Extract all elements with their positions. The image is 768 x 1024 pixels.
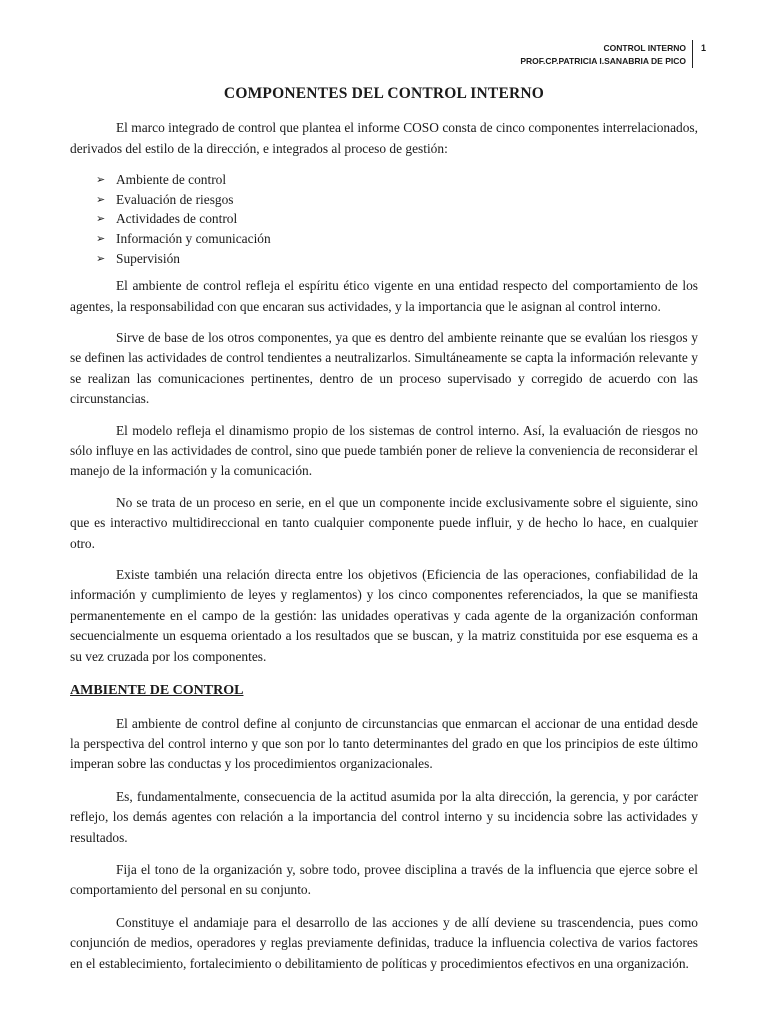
body-paragraph: Sirve de base de los otros componentes, ya que es dentro del ambiente reinante que se evalúan los riesgos y se definen las actividades de control tendientes a neutralizarlos. Simultáneamente se capta la información relevante y se realizan las comunicaciones pertinentes, dentro de un proceso supervisado y corregido de acuerdo con las circunstancias.	[70, 330, 698, 407]
list-item-label: Supervisión	[116, 250, 180, 266]
intro-paragraph: El marco integrado de control que plantea el informe COSO consta de cinco componentes interrelacionados, derivados del estilo de la dirección, e integrados al proceso de gestión:	[70, 120, 698, 156]
list-item-label: Actividades de control	[116, 211, 238, 227]
list-item-label: Información y comunicación	[116, 231, 271, 246]
list-item	[96, 209, 698, 229]
header-course-title: CONTROL INTERNO	[603, 43, 686, 53]
section-paragraph: Fija el tono de la organización y, sobre todo, provee disciplina a través de la influencia que ejerce sobre el comportamiento del personal en su conjunto.	[70, 861, 698, 898]
body-paragraph: No se trata de un proceso en serie, en el que un componente incide exclusivamente sobre el siguiente, sino que es interactivo multidireccional en tanto cualquier componente puede influir, y de hecho lo hace, en cualquier otro.	[70, 494, 698, 551]
list-item	[96, 249, 698, 269]
list-item	[96, 229, 698, 249]
page-header	[520, 42, 706, 68]
section-paragraph: El ambiente de control define al conjunto de circunstancias que enmarcan el accionar de una entidad desde la perspectiva del control interno y que son por lo tanto determinantes del grado en que los principios de este último imperan sobre las conductas y los procedimientos organizacionales.	[70, 715, 698, 772]
section-paragraph: Constituye el andamiaje para el desarrollo de las acciones y de allí deviene su trascendencia, pues como conjunción de medios, operadores y reglas previamente definidas, traduce la influencia colectiva de varios factores en el establecimiento, fortalecimiento o debilitamiento de políticas y procedimientos efectivos en una organización.	[70, 914, 698, 971]
body-paragraph: El modelo refleja el dinamismo propio de los sistemas de control interno. Así, la evaluación de riesgos no sólo influye en las actividades de control, sino que puede también poner de relieve la conveniencia de reconsiderar el manejo de la información y la comunicación.	[70, 422, 698, 479]
arrow-bullet-icon: ➢	[96, 251, 106, 265]
section-paragraph: Es, fundamentalmente, consecuencia de la actitud asumida por la alta dirección, la gerencia, y por carácter reflejo, los demás agentes con relación a la importancia del control interno y su incidencia sobre las actividades y resultados.	[70, 788, 698, 845]
body-paragraph: Existe también una relación directa entre los objetivos (Eficiencia de las operaciones, confiabilidad de la información y cumplimiento de leyes y reglamentos) y los cinco componentes referenciados, la que se manifiesta permanentemente en el campo de la gestión: las unidades operativas y cada agente de la organización conforman secuencialmente un esquema orientado a los resultados que se buscan, y la matriz constituida por ese esquema es a su vez cruzada por los componentes.	[70, 567, 698, 664]
list-item	[96, 190, 698, 210]
components-list	[70, 170, 698, 268]
arrow-bullet-icon: ➢	[96, 192, 106, 206]
list-item-label: Ambiente de control	[116, 172, 227, 188]
body-paragraph: El ambiente de control refleja el espíritu ético vigente en una entidad respecto del comportamiento de los agentes, la responsabilidad con que encaran sus actividades, y la importancia que le asignan al control interno.	[70, 278, 698, 314]
list-item	[96, 170, 698, 190]
header-text	[520, 42, 692, 68]
arrow-bullet-icon: ➢	[96, 232, 106, 245]
arrow-bullet-icon: ➢	[96, 212, 106, 226]
arrow-bullet-icon: ➢	[96, 173, 106, 187]
document-body	[70, 84, 698, 986]
document-title: COMPONENTES DEL CONTROL INTERNO	[223, 85, 545, 102]
page-number: 1	[700, 43, 706, 53]
section-heading: AMBIENTE DE CONTROL	[70, 683, 244, 699]
header-author: PROF.CP.PATRICIA I.SANABRIA DE PICO	[520, 56, 686, 66]
list-item-label: Evaluación de riesgos	[116, 191, 234, 207]
